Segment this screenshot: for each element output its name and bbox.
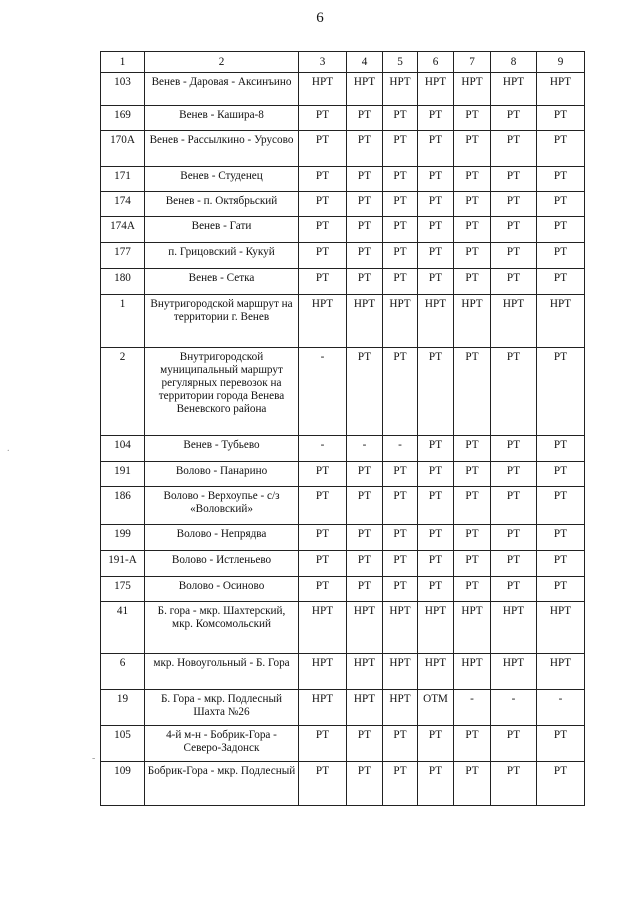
route-name-cell: Венев - Рассылкино - Урусово: [145, 131, 299, 167]
status-cell: НРТ: [537, 602, 585, 654]
route-name-cell: Волово - Осиново: [145, 577, 299, 602]
status-cell: РТ: [491, 726, 537, 762]
route-number-cell: 191: [101, 462, 145, 487]
status-cell: РТ: [418, 436, 454, 462]
status-cell: РТ: [347, 487, 383, 525]
route-number-cell: 41: [101, 602, 145, 654]
route-name-cell: Бобрик-Гора - мкр. Подлесный: [145, 762, 299, 806]
route-name-cell: Б. гора - мкр. Шахтерский, мкр. Комсомольский: [145, 602, 299, 654]
table-header-row: [101, 52, 585, 73]
status-cell: РТ: [454, 167, 491, 192]
status-cell: НРТ: [491, 602, 537, 654]
status-cell: РТ: [537, 462, 585, 487]
status-cell: РТ: [454, 551, 491, 577]
route-number-cell: 2: [101, 348, 145, 436]
status-cell: НРТ: [418, 295, 454, 348]
status-cell: РТ: [418, 167, 454, 192]
route-name-cell: Венев - Сетка: [145, 269, 299, 295]
status-cell: РТ: [537, 167, 585, 192]
table-row: [101, 551, 585, 577]
status-cell: РТ: [537, 726, 585, 762]
status-cell: РТ: [537, 762, 585, 806]
status-cell: РТ: [299, 462, 347, 487]
column-header: 4: [347, 52, 383, 73]
status-cell: НРТ: [418, 602, 454, 654]
table-row: [101, 654, 585, 690]
status-cell: РТ: [299, 131, 347, 167]
status-cell: РТ: [537, 551, 585, 577]
route-number-cell: 109: [101, 762, 145, 806]
status-cell: НРТ: [383, 73, 418, 106]
column-header: 3: [299, 52, 347, 73]
status-cell: НРТ: [454, 602, 491, 654]
status-cell: РТ: [454, 436, 491, 462]
route-number-cell: 191-А: [101, 551, 145, 577]
status-cell: РТ: [347, 106, 383, 131]
status-cell: НРТ: [537, 654, 585, 690]
status-cell: РТ: [383, 167, 418, 192]
status-cell: РТ: [383, 487, 418, 525]
route-number-cell: 105: [101, 726, 145, 762]
status-cell: РТ: [418, 131, 454, 167]
status-cell: РТ: [347, 348, 383, 436]
route-name-cell: Внутригородской маршрут на территории г. Венев: [145, 295, 299, 348]
status-cell: -: [299, 348, 347, 436]
status-cell: РТ: [383, 243, 418, 269]
route-name-cell: Волово - Непрядва: [145, 525, 299, 551]
status-cell: РТ: [537, 577, 585, 602]
table-row: [101, 73, 585, 106]
table-row: [101, 462, 585, 487]
status-cell: РТ: [491, 106, 537, 131]
status-cell: НРТ: [383, 690, 418, 726]
route-number-cell: 177: [101, 243, 145, 269]
status-cell: РТ: [383, 217, 418, 243]
status-cell: РТ: [537, 217, 585, 243]
table-row: [101, 167, 585, 192]
status-cell: РТ: [491, 192, 537, 217]
route-name-cell: Волово - Истленьево: [145, 551, 299, 577]
route-name-cell: Венев - Гати: [145, 217, 299, 243]
table-row: [101, 217, 585, 243]
route-number-cell: 169: [101, 106, 145, 131]
route-name-cell: 4-й м-н - Бобрик-Гора - Северо-Задонск: [145, 726, 299, 762]
status-cell: РТ: [491, 131, 537, 167]
status-cell: РТ: [299, 726, 347, 762]
status-cell: РТ: [383, 106, 418, 131]
status-cell: НРТ: [491, 654, 537, 690]
table-row: [101, 295, 585, 348]
route-number-cell: 170А: [101, 131, 145, 167]
route-name-cell: Венев - п. Октябрьский: [145, 192, 299, 217]
status-cell: РТ: [418, 726, 454, 762]
status-cell: РТ: [491, 525, 537, 551]
column-header: 7: [454, 52, 491, 73]
status-cell: РТ: [418, 217, 454, 243]
status-cell: РТ: [491, 167, 537, 192]
status-cell: РТ: [537, 436, 585, 462]
status-cell: РТ: [299, 167, 347, 192]
route-name-cell: Венев - Даровая - Аксинъино: [145, 73, 299, 106]
status-cell: РТ: [383, 577, 418, 602]
table-row: [101, 577, 585, 602]
status-cell: НРТ: [537, 73, 585, 106]
status-cell: НРТ: [454, 295, 491, 348]
status-cell: РТ: [383, 726, 418, 762]
status-cell: РТ: [454, 217, 491, 243]
status-cell: РТ: [418, 577, 454, 602]
status-cell: -: [299, 436, 347, 462]
status-cell: РТ: [347, 131, 383, 167]
status-cell: -: [383, 436, 418, 462]
status-cell: НРТ: [454, 654, 491, 690]
route-name-cell: Внутригородской муниципальный маршрут регулярных перевозок на территории города Венева Веневского района: [145, 348, 299, 436]
route-name-cell: п. Грицовский - Кукуй: [145, 243, 299, 269]
routes-table: [100, 51, 585, 806]
status-cell: РТ: [491, 269, 537, 295]
status-cell: РТ: [418, 525, 454, 551]
status-cell: РТ: [347, 577, 383, 602]
status-cell: РТ: [383, 462, 418, 487]
route-name-cell: Волово - Панарино: [145, 462, 299, 487]
route-number-cell: 171: [101, 167, 145, 192]
status-cell: РТ: [347, 217, 383, 243]
status-cell: РТ: [299, 551, 347, 577]
table-row: [101, 436, 585, 462]
status-cell: НРТ: [299, 73, 347, 106]
status-cell: РТ: [347, 462, 383, 487]
table-row: [101, 269, 585, 295]
status-cell: РТ: [491, 551, 537, 577]
status-cell: НРТ: [347, 690, 383, 726]
route-number-cell: 174А: [101, 217, 145, 243]
status-cell: РТ: [347, 726, 383, 762]
status-cell: НРТ: [347, 295, 383, 348]
status-cell: РТ: [347, 525, 383, 551]
status-cell: РТ: [299, 217, 347, 243]
route-number-cell: 103: [101, 73, 145, 106]
status-cell: РТ: [418, 462, 454, 487]
status-cell: НРТ: [299, 295, 347, 348]
status-cell: РТ: [454, 577, 491, 602]
status-cell: РТ: [454, 106, 491, 131]
status-cell: РТ: [454, 192, 491, 217]
status-cell: -: [347, 436, 383, 462]
status-cell: НРТ: [418, 73, 454, 106]
table-row: [101, 762, 585, 806]
table-row: [101, 131, 585, 167]
status-cell: РТ: [383, 192, 418, 217]
column-header: 6: [418, 52, 454, 73]
status-cell: РТ: [347, 762, 383, 806]
table-row: [101, 602, 585, 654]
status-cell: РТ: [299, 577, 347, 602]
route-number-cell: 186: [101, 487, 145, 525]
status-cell: РТ: [383, 131, 418, 167]
route-number-cell: 19: [101, 690, 145, 726]
route-number-cell: 6: [101, 654, 145, 690]
status-cell: РТ: [299, 487, 347, 525]
status-cell: РТ: [454, 726, 491, 762]
status-cell: -: [537, 690, 585, 726]
status-cell: РТ: [491, 462, 537, 487]
route-name-cell: Волово - Верхоупье - с/з «Воловский»: [145, 487, 299, 525]
status-cell: РТ: [491, 243, 537, 269]
status-cell: РТ: [347, 269, 383, 295]
status-cell: РТ: [491, 436, 537, 462]
column-header: 9: [537, 52, 585, 73]
status-cell: НРТ: [491, 295, 537, 348]
table-row: [101, 106, 585, 131]
table-row: [101, 525, 585, 551]
status-cell: РТ: [454, 462, 491, 487]
status-cell: РТ: [418, 269, 454, 295]
status-cell: РТ: [454, 348, 491, 436]
status-cell: РТ: [491, 217, 537, 243]
status-cell: НРТ: [454, 73, 491, 106]
table-row: [101, 487, 585, 525]
status-cell: РТ: [537, 525, 585, 551]
status-cell: РТ: [454, 243, 491, 269]
status-cell: НРТ: [299, 602, 347, 654]
status-cell: РТ: [454, 269, 491, 295]
table-row: [101, 690, 585, 726]
route-name-cell: Б. Гора - мкр. Подлесный Шахта №26: [145, 690, 299, 726]
status-cell: НРТ: [537, 295, 585, 348]
status-cell: РТ: [418, 487, 454, 525]
status-cell: РТ: [347, 192, 383, 217]
column-header: 2: [145, 52, 299, 73]
status-cell: РТ: [347, 167, 383, 192]
route-number-cell: 104: [101, 436, 145, 462]
status-cell: НРТ: [347, 602, 383, 654]
status-cell: РТ: [537, 192, 585, 217]
status-cell: РТ: [299, 269, 347, 295]
status-cell: РТ: [383, 348, 418, 436]
status-cell: НРТ: [347, 73, 383, 106]
route-number-cell: 1: [101, 295, 145, 348]
status-cell: РТ: [454, 762, 491, 806]
column-header: 1: [101, 52, 145, 73]
status-cell: НРТ: [347, 654, 383, 690]
status-cell: РТ: [299, 106, 347, 131]
status-cell: НРТ: [383, 654, 418, 690]
status-cell: РТ: [418, 551, 454, 577]
table-row: [101, 726, 585, 762]
status-cell: НРТ: [383, 295, 418, 348]
status-cell: РТ: [537, 348, 585, 436]
status-cell: РТ: [537, 269, 585, 295]
route-name-cell: Венев - Тубьево: [145, 436, 299, 462]
table-row: [101, 243, 585, 269]
status-cell: РТ: [537, 487, 585, 525]
status-cell: РТ: [383, 762, 418, 806]
scan-mark: -: [92, 753, 96, 764]
status-cell: РТ: [299, 525, 347, 551]
status-cell: РТ: [418, 192, 454, 217]
scan-mark: .: [7, 443, 10, 454]
status-cell: РТ: [383, 525, 418, 551]
status-cell: РТ: [299, 243, 347, 269]
status-cell: РТ: [537, 106, 585, 131]
status-cell: РТ: [491, 487, 537, 525]
status-cell: РТ: [454, 487, 491, 525]
status-cell: РТ: [454, 525, 491, 551]
status-cell: РТ: [537, 243, 585, 269]
status-cell: РТ: [418, 243, 454, 269]
status-cell: РТ: [299, 762, 347, 806]
page-number: 6: [316, 10, 324, 26]
route-name-cell: Венев - Студенец: [145, 167, 299, 192]
status-cell: -: [491, 690, 537, 726]
status-cell: РТ: [491, 762, 537, 806]
route-number-cell: 175: [101, 577, 145, 602]
table-row: [101, 192, 585, 217]
status-cell: -: [454, 690, 491, 726]
status-cell: РТ: [347, 551, 383, 577]
status-cell: НРТ: [299, 654, 347, 690]
status-cell: РТ: [299, 192, 347, 217]
route-number-cell: 199: [101, 525, 145, 551]
status-cell: РТ: [418, 348, 454, 436]
status-cell: НРТ: [491, 73, 537, 106]
status-cell: РТ: [383, 551, 418, 577]
status-cell: РТ: [418, 106, 454, 131]
route-name-cell: Венев - Кашира-8: [145, 106, 299, 131]
status-cell: НРТ: [299, 690, 347, 726]
route-number-cell: 180: [101, 269, 145, 295]
status-cell: НРТ: [418, 654, 454, 690]
status-cell: РТ: [454, 131, 491, 167]
status-cell: НРТ: [383, 602, 418, 654]
route-name-cell: мкр. Новоугольный - Б. Гора: [145, 654, 299, 690]
status-cell: РТ: [537, 131, 585, 167]
column-header: 8: [491, 52, 537, 73]
status-cell: РТ: [491, 348, 537, 436]
column-header: 5: [383, 52, 418, 73]
status-cell: ОТМ: [418, 690, 454, 726]
status-cell: РТ: [347, 243, 383, 269]
route-number-cell: 174: [101, 192, 145, 217]
status-cell: РТ: [491, 577, 537, 602]
status-cell: РТ: [418, 762, 454, 806]
status-cell: РТ: [383, 269, 418, 295]
table-row: [101, 348, 585, 436]
